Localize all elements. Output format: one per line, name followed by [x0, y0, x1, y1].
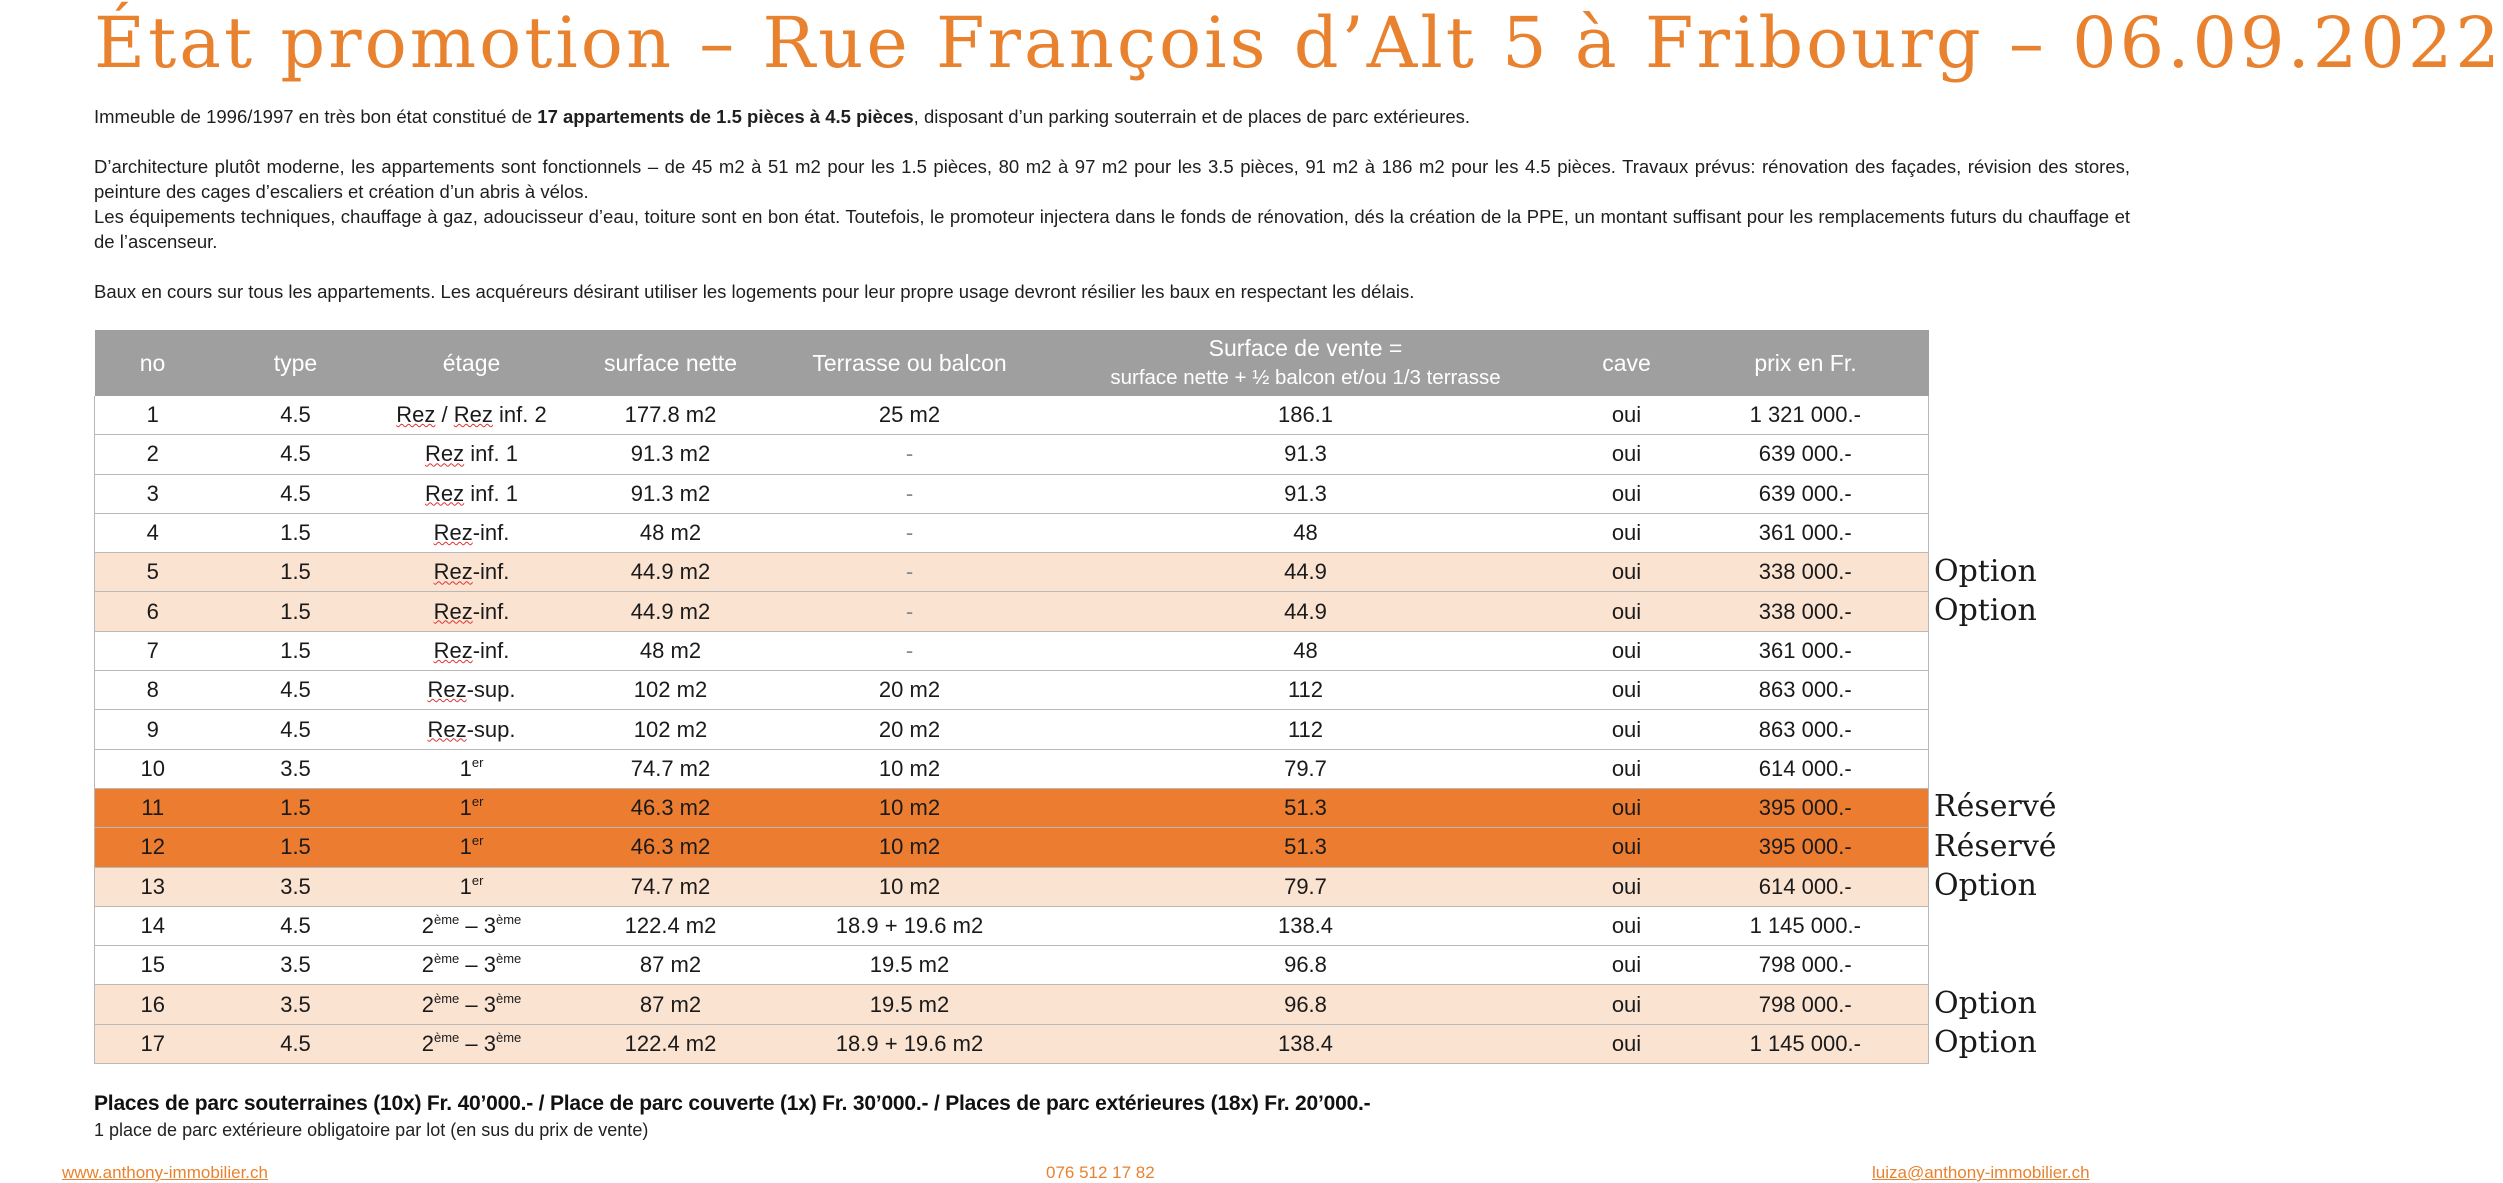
col-header-etage: étage	[381, 330, 563, 396]
apartments-table	[94, 330, 1929, 1064]
cell-terrasse: -	[779, 592, 1041, 631]
table-row	[95, 396, 1929, 435]
table-row	[95, 788, 1929, 827]
cell-etage: Rez inf. 1	[381, 474, 563, 513]
cell-type: 3.5	[211, 946, 381, 985]
table-header-row	[95, 330, 1929, 396]
page-title: État promotion – Rue François d’Alt 5 à Fribourg – 06.09.2022	[94, 2, 2503, 84]
cell-surface-vente: 96.8	[1041, 946, 1571, 985]
cell-no: 10	[95, 749, 211, 788]
table-row	[95, 513, 1929, 552]
cell-type: 4.5	[211, 710, 381, 749]
cell-type: 4.5	[211, 906, 381, 945]
cell-surface: 102 m2	[563, 671, 779, 710]
status-option-label: Option	[1934, 592, 2037, 628]
cell-type: 3.5	[211, 867, 381, 906]
cell-terrasse: 25 m2	[779, 396, 1041, 435]
table-row	[95, 946, 1929, 985]
col-header-terrasse: Terrasse ou balcon	[779, 330, 1041, 396]
cell-surface: 44.9 m2	[563, 553, 779, 592]
cell-prix: 1 145 000.-	[1683, 906, 1929, 945]
cell-surface: 102 m2	[563, 710, 779, 749]
cell-cave: oui	[1571, 1024, 1683, 1063]
intro-p1-start: Immeuble de 1996/1997 en très bon état constitué de	[94, 106, 538, 127]
cell-cave: oui	[1571, 710, 1683, 749]
cell-surface: 177.8 m2	[563, 396, 779, 435]
cell-etage: Rez inf. 1	[381, 435, 563, 474]
table-row	[95, 631, 1929, 670]
table-row	[95, 671, 1929, 710]
table-body	[95, 396, 1929, 1064]
cell-cave: oui	[1571, 553, 1683, 592]
cell-prix: 863 000.-	[1683, 671, 1929, 710]
cell-terrasse: -	[779, 474, 1041, 513]
cell-cave: oui	[1571, 749, 1683, 788]
cell-terrasse: -	[779, 631, 1041, 670]
cell-surface-vente: 79.7	[1041, 749, 1571, 788]
cell-cave: oui	[1571, 592, 1683, 631]
cell-type: 1.5	[211, 631, 381, 670]
cell-surface-vente: 44.9	[1041, 592, 1571, 631]
cell-etage: 1er	[381, 828, 563, 867]
cell-surface-vente: 51.3	[1041, 788, 1571, 827]
cell-surface: 74.7 m2	[563, 749, 779, 788]
cell-no: 2	[95, 435, 211, 474]
cell-type: 3.5	[211, 985, 381, 1024]
cell-no: 6	[95, 592, 211, 631]
cell-terrasse: 20 m2	[779, 710, 1041, 749]
cell-type: 1.5	[211, 828, 381, 867]
table-row	[95, 553, 1929, 592]
col-header-vente-line2: surface nette + ½ balcon et/ou 1/3 terrasse	[1110, 366, 1501, 389]
cell-etage: 2ème – 3ème	[381, 985, 563, 1024]
cell-type: 1.5	[211, 592, 381, 631]
col-header-type: type	[211, 330, 381, 396]
website-link[interactable]: www.anthony-immobilier.ch	[62, 1163, 268, 1182]
cell-cave: oui	[1571, 435, 1683, 474]
cell-surface: 91.3 m2	[563, 474, 779, 513]
table-row	[95, 474, 1929, 513]
parking-note: 1 place de parc extérieure obligatoire par lot (en sus du prix de vente)	[94, 1120, 649, 1140]
cell-no: 12	[95, 828, 211, 867]
cell-prix: 614 000.-	[1683, 867, 1929, 906]
intro-p1-bold: 17 appartements de 1.5 pièces à 4.5 pièces	[537, 106, 914, 127]
cell-surface: 44.9 m2	[563, 592, 779, 631]
cell-type: 4.5	[211, 474, 381, 513]
cell-terrasse: 10 m2	[779, 828, 1041, 867]
cell-no: 7	[95, 631, 211, 670]
status-option-label: Option	[1934, 985, 2037, 1021]
cell-etage: 2ème – 3ème	[381, 1024, 563, 1063]
cell-type: 4.5	[211, 1024, 381, 1063]
cell-terrasse: 10 m2	[779, 749, 1041, 788]
cell-surface: 87 m2	[563, 985, 779, 1024]
status-option-label: Option	[1934, 1024, 2037, 1060]
intro-paragraph-2: D’architecture plutôt moderne, les appartements sont fonctionnels – de 45 m2 à 51 m2 pour les 1.5 pièces, 80 m2 à 97 m2 pour les 3.5 pièces, 91 m2 à 186 m2 pour les 4.5 pièces. Travaux prévus: rénovation des façades, révision des stores, peinture des cages d’escaliers et création d’un abris à vélos.	[94, 156, 2130, 202]
cell-surface-vente: 48	[1041, 631, 1571, 670]
cell-terrasse: 18.9 + 19.6 m2	[779, 1024, 1041, 1063]
cell-cave: oui	[1571, 867, 1683, 906]
cell-cave: oui	[1571, 671, 1683, 710]
table-row	[95, 749, 1929, 788]
footer-phone: 076 512 17 82	[1046, 1163, 1155, 1182]
table-row	[95, 828, 1929, 867]
cell-etage: 1er	[381, 867, 563, 906]
cell-etage: 1er	[381, 749, 563, 788]
cell-surface: 122.4 m2	[563, 906, 779, 945]
email-link[interactable]: luiza@anthony-immobilier.ch	[1872, 1163, 2090, 1182]
table-row	[95, 906, 1929, 945]
cell-terrasse: -	[779, 553, 1041, 592]
cell-prix: 338 000.-	[1683, 553, 1929, 592]
cell-terrasse: -	[779, 513, 1041, 552]
cell-surface-vente: 91.3	[1041, 474, 1571, 513]
cell-prix: 361 000.-	[1683, 513, 1929, 552]
cell-etage: Rez-inf.	[381, 631, 563, 670]
cell-surface: 48 m2	[563, 513, 779, 552]
status-reserved-label: Réservé	[1934, 788, 2057, 824]
cell-surface-vente: 44.9	[1041, 553, 1571, 592]
cell-no: 17	[95, 1024, 211, 1063]
table-row	[95, 435, 1929, 474]
col-header-surface-vente	[1041, 330, 1571, 396]
cell-no: 9	[95, 710, 211, 749]
cell-etage: Rez-sup.	[381, 671, 563, 710]
cell-cave: oui	[1571, 474, 1683, 513]
col-header-prix: prix en Fr.	[1683, 330, 1929, 396]
cell-prix: 863 000.-	[1683, 710, 1929, 749]
intro-paragraph-1	[94, 104, 2130, 129]
cell-surface: 48 m2	[563, 631, 779, 670]
cell-terrasse: 18.9 + 19.6 m2	[779, 906, 1041, 945]
cell-cave: oui	[1571, 985, 1683, 1024]
col-header-vente-line1: Surface de vente =	[1208, 335, 1403, 361]
cell-etage: Rez / Rez inf. 2	[381, 396, 563, 435]
cell-surface-vente: 79.7	[1041, 867, 1571, 906]
cell-type: 3.5	[211, 749, 381, 788]
intro-paragraph-4: Baux en cours sur tous les appartements. Les acquéreurs désirant utiliser les logements pour leur propre usage devront résilier les baux en respectant les délais.	[94, 281, 1415, 302]
cell-prix: 1 321 000.-	[1683, 396, 1929, 435]
table-row	[95, 1024, 1929, 1063]
cell-prix: 338 000.-	[1683, 592, 1929, 631]
cell-terrasse: 10 m2	[779, 788, 1041, 827]
cell-no: 14	[95, 906, 211, 945]
intro-text	[94, 104, 2130, 304]
parking-prices: Places de parc souterraines (10x) Fr. 40’000.- / Place de parc couverte (1x) Fr. 30’000.- / Places de parc extérieures (18x) Fr. 20’000.-	[94, 1092, 1371, 1115]
cell-surface-vente: 138.4	[1041, 906, 1571, 945]
cell-no: 11	[95, 788, 211, 827]
cell-prix: 639 000.-	[1683, 435, 1929, 474]
cell-type: 1.5	[211, 788, 381, 827]
table-row	[95, 867, 1929, 906]
cell-no: 1	[95, 396, 211, 435]
cell-prix: 639 000.-	[1683, 474, 1929, 513]
cell-terrasse: 19.5 m2	[779, 985, 1041, 1024]
cell-surface-vente: 112	[1041, 710, 1571, 749]
cell-surface-vente: 51.3	[1041, 828, 1571, 867]
cell-prix: 395 000.-	[1683, 788, 1929, 827]
intro-paragraph-3: Les équipements techniques, chauffage à gaz, adoucisseur d’eau, toiture sont en bon état. Toutefois, le promoteur injectera dans le fonds de rénovation, dés la création de la PPE, un montant suffisant pour les remplacements futurs du chauffage et de l’ascenseur.	[94, 206, 2130, 252]
cell-terrasse: 20 m2	[779, 671, 1041, 710]
cell-cave: oui	[1571, 396, 1683, 435]
cell-surface-vente: 48	[1041, 513, 1571, 552]
col-header-cave: cave	[1571, 330, 1683, 396]
status-reserved-label: Réservé	[1934, 828, 2057, 864]
cell-cave: oui	[1571, 788, 1683, 827]
cell-surface-vente: 138.4	[1041, 1024, 1571, 1063]
cell-prix: 798 000.-	[1683, 946, 1929, 985]
table-row	[95, 592, 1929, 631]
cell-etage: Rez-inf.	[381, 513, 563, 552]
cell-surface: 46.3 m2	[563, 788, 779, 827]
cell-terrasse: 10 m2	[779, 867, 1041, 906]
cell-surface: 87 m2	[563, 946, 779, 985]
cell-surface: 46.3 m2	[563, 828, 779, 867]
cell-no: 5	[95, 553, 211, 592]
cell-prix: 1 145 000.-	[1683, 1024, 1929, 1063]
cell-prix: 614 000.-	[1683, 749, 1929, 788]
cell-no: 13	[95, 867, 211, 906]
cell-surface-vente: 186.1	[1041, 396, 1571, 435]
cell-type: 4.5	[211, 671, 381, 710]
cell-etage: Rez-inf.	[381, 553, 563, 592]
cell-no: 15	[95, 946, 211, 985]
footer-email[interactable]	[1872, 1163, 2090, 1183]
cell-surface-vente: 112	[1041, 671, 1571, 710]
cell-cave: oui	[1571, 513, 1683, 552]
table-row	[95, 985, 1929, 1024]
cell-etage: 2ème – 3ème	[381, 946, 563, 985]
col-header-no: no	[95, 330, 211, 396]
cell-prix: 395 000.-	[1683, 828, 1929, 867]
cell-etage: Rez-inf.	[381, 592, 563, 631]
cell-cave: oui	[1571, 631, 1683, 670]
cell-etage: Rez-sup.	[381, 710, 563, 749]
cell-terrasse: -	[779, 435, 1041, 474]
cell-type: 4.5	[211, 435, 381, 474]
cell-type: 1.5	[211, 513, 381, 552]
col-header-surface: surface nette	[563, 330, 779, 396]
cell-etage: 1er	[381, 788, 563, 827]
cell-cave: oui	[1571, 946, 1683, 985]
cell-etage: 2ème – 3ème	[381, 906, 563, 945]
cell-surface: 74.7 m2	[563, 867, 779, 906]
intro-p1-end: , disposant d’un parking souterrain et de places de parc extérieures.	[913, 106, 1471, 127]
cell-surface: 122.4 m2	[563, 1024, 779, 1063]
cell-no: 16	[95, 985, 211, 1024]
cell-terrasse: 19.5 m2	[779, 946, 1041, 985]
table-row	[95, 710, 1929, 749]
cell-type: 4.5	[211, 396, 381, 435]
cell-cave: oui	[1571, 906, 1683, 945]
cell-type: 1.5	[211, 553, 381, 592]
cell-prix: 361 000.-	[1683, 631, 1929, 670]
cell-surface-vente: 91.3	[1041, 435, 1571, 474]
cell-surface: 91.3 m2	[563, 435, 779, 474]
cell-prix: 798 000.-	[1683, 985, 1929, 1024]
cell-surface-vente: 96.8	[1041, 985, 1571, 1024]
cell-no: 3	[95, 474, 211, 513]
cell-no: 4	[95, 513, 211, 552]
cell-cave: oui	[1571, 828, 1683, 867]
cell-no: 8	[95, 671, 211, 710]
status-option-label: Option	[1934, 553, 2037, 589]
status-option-label: Option	[1934, 867, 2037, 903]
footer-website[interactable]	[62, 1163, 268, 1183]
